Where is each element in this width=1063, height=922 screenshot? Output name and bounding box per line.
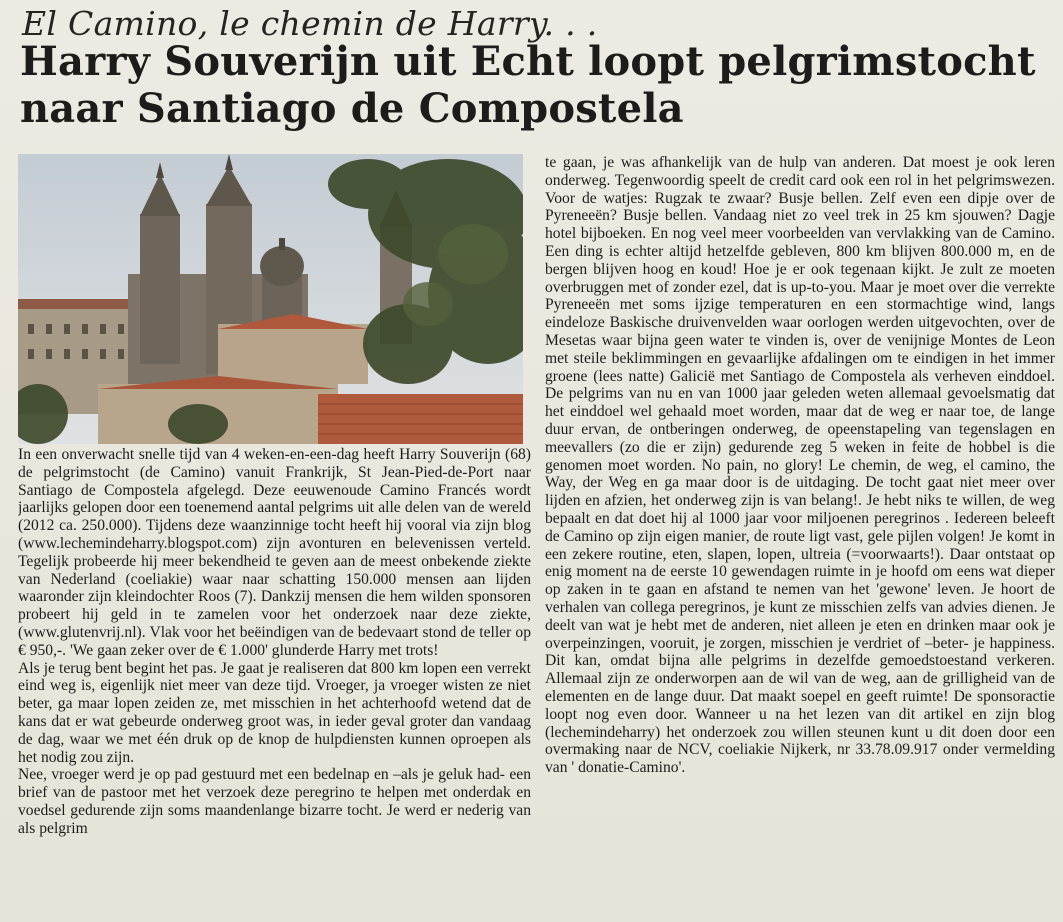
article-photo [18, 154, 523, 444]
column-left [18, 446, 531, 918]
article-headline: Harry Souverijn uit Echt loopt pelgrimstocht naar Santiago de Compostela [20, 38, 1036, 132]
article-kicker: El Camino, le chemin de Harry. . . [22, 4, 598, 43]
column-right [545, 154, 1055, 916]
cathedral-photo-icon [18, 154, 523, 444]
paragraph-intro: In een onverwacht snelle tijd van 4 weken-en-een-dag heeft Harry Souverijn (68) de pelgrimstocht (de Camino) vanuit Frankrijk, St Jean-Pied-de-Port naar Santiago de Compostela afgelegd. Deze eeuwenoude Camino Francés wordt jaarlijks gelopen door een toenemend aantal pelgrims uit alle delen van de wereld (2012 ca. 250.000). Tijdens deze waanzinnige tocht heeft hij vooral via zijn blog (www.lechemindeharry.blogspot.com) zijn avonturen en belevenissen verteld. Tegelijk probeerde hij meer bekendheid te geven aan de meest onbekende ziekte van Nederland (coeliakie) waar naar schatting 150.000 mensen aan lijden waaronder zijn kleindochter Roos (7). Dankzij mensen die hem wilden sponsoren probeert hij geld in te zamelen voor het onderzoek naar deze ziekte, (www.glutenvrij.nl). Vlak voor het beëindigen van de bedevaart stond de teller op € 950,-. 'We gaan zeker over de € 1.000' glunderde Harry met trots! [18, 446, 531, 659]
paragraph-return: Als je terug bent begint het pas. Je gaat je realiseren dat 800 km lopen een verrekt eind weg is, eigenlijk niet meer van deze tijd. Vroeger, ja vroeger wisten ze niet beter, ga maar lopen zeiden ze, met misschien in het achterhoofd wetend dat de kans dat er wat gebeurde onderweg groot was, in ieder geval groter dan vandaag de dag, waar we met één druk op de knop de hulpdiensten kunnen oproepen als het nodig zou zijn. [18, 659, 531, 766]
paragraph-past: Nee, vroeger werd je op pad gestuurd met een bedelnap en –als je geluk had- een brief van de pastoor met het verzoek deze peregrino te helpen met onderdak en voedsel gedurende zijn soms maandenlange bizarre tocht. Je werd er nederig van als pelgrim [18, 766, 531, 837]
paragraph-continuation: te gaan, je was afhankelijk van de hulp van anderen. Dat moest je ook leren onderweg. Tegenwoordig speelt de credit card ook een rol in het pelgrimswezen. Voor de watjes: Rugzak te zwaar? Busje bellen. Zelf even een dipje over de Pyreneeën? Busje bellen. Vandaag niet zo veel trek in 25 km sjouwen? Dagje hotel bijboeken. En nog veel meer voorbeelden van vervlakking van de Camino. Een ding is echter altijd hetzelfde gebleven, 800 km blijven 800.000 m, en de bergen blijven hoog en koud! Hoe je er ook tegenaan kijkt. Je zult ze moeten overbruggen met of zonder ezel, dat is up-to-you. Maar je moet over die verrekte Pyreneeën met soms ijzige temperaturen en een stormachtige wind, langs eindeloze Baskische druivenvelden waar oorlogen werden uitgevochten, over de Mesetas waar bijna geen water te vinden is, over de venijnige Montes de Leon met steile beklimmingen en gevaarlijke afdalingen om te eindigen in het immer groene (lees natte) Galicië met Santiago de Compostela als verheven einddoel. De pelgrims van nu en van 1000 jaar geleden weten allemaal gevoelsmatig dat het einddoel wel gehaald moet worden, maar dat de weg er naar toe, de lange duur ervan, de ontberingen onderweg, de opeenstapeling van tegenslagen en meevallers (zo die er zijn) gedurende zeg 5 weken in feite de hobbel is die genomen moet worden. No pain, no glory! Le chemin, de weg, el camino, the Way, der Weg en ga maar door is de uitdaging. De tocht gaat niet meer over lijden en afzien, het onderweg zijn is van belang!. Je hebt niks te willen, de weg bepaalt en dat doet hij al 1000 jaar voor miljoenen peregrinos . Iedereen beleeft de Camino op zijn eigen manier, de route ligt vast, gele pijlen volgen! Je komt in een zekere routine, eten, slapen, lopen, ultreia (=voorwaarts!). Daar ontstaat op enig moment na de eerste 10 gewendagen ruimte in je hoofd om eens wat dieper op zaken in te gaan en afstand te nemen van het 'gewone' leven. Je hoort de verhalen van collega peregrinos, je kunt ze misschien zelfs van advies dienen. Je deelt van wat je hebt met de anderen, niet alleen je eten en drinken maar ook je overpeinzingen, vooruit, je zorgen, misschien je verdriet of –beter- je happiness. Dit kan, omdat bijna alle pelgrims in dezelfde gemoedstoestand verkeren. Allemaal zijn ze onderworpen aan de wil van de weg, aan de grilligheid van de elementen en de lange duur. Dat maakt soepel en geeft ruimte! De sponsoractie loopt nog even door. Wanneer u na het lezen van dit artikel en zijn blog (lechemindeharry) het onderzoek zou willen steunen kunt u dit doen door een overmaking naar de NCV, coeliakie Nijkerk, nr 33.78.09.917 onder vermelding van ' donatie-Camino'. [545, 154, 1055, 777]
